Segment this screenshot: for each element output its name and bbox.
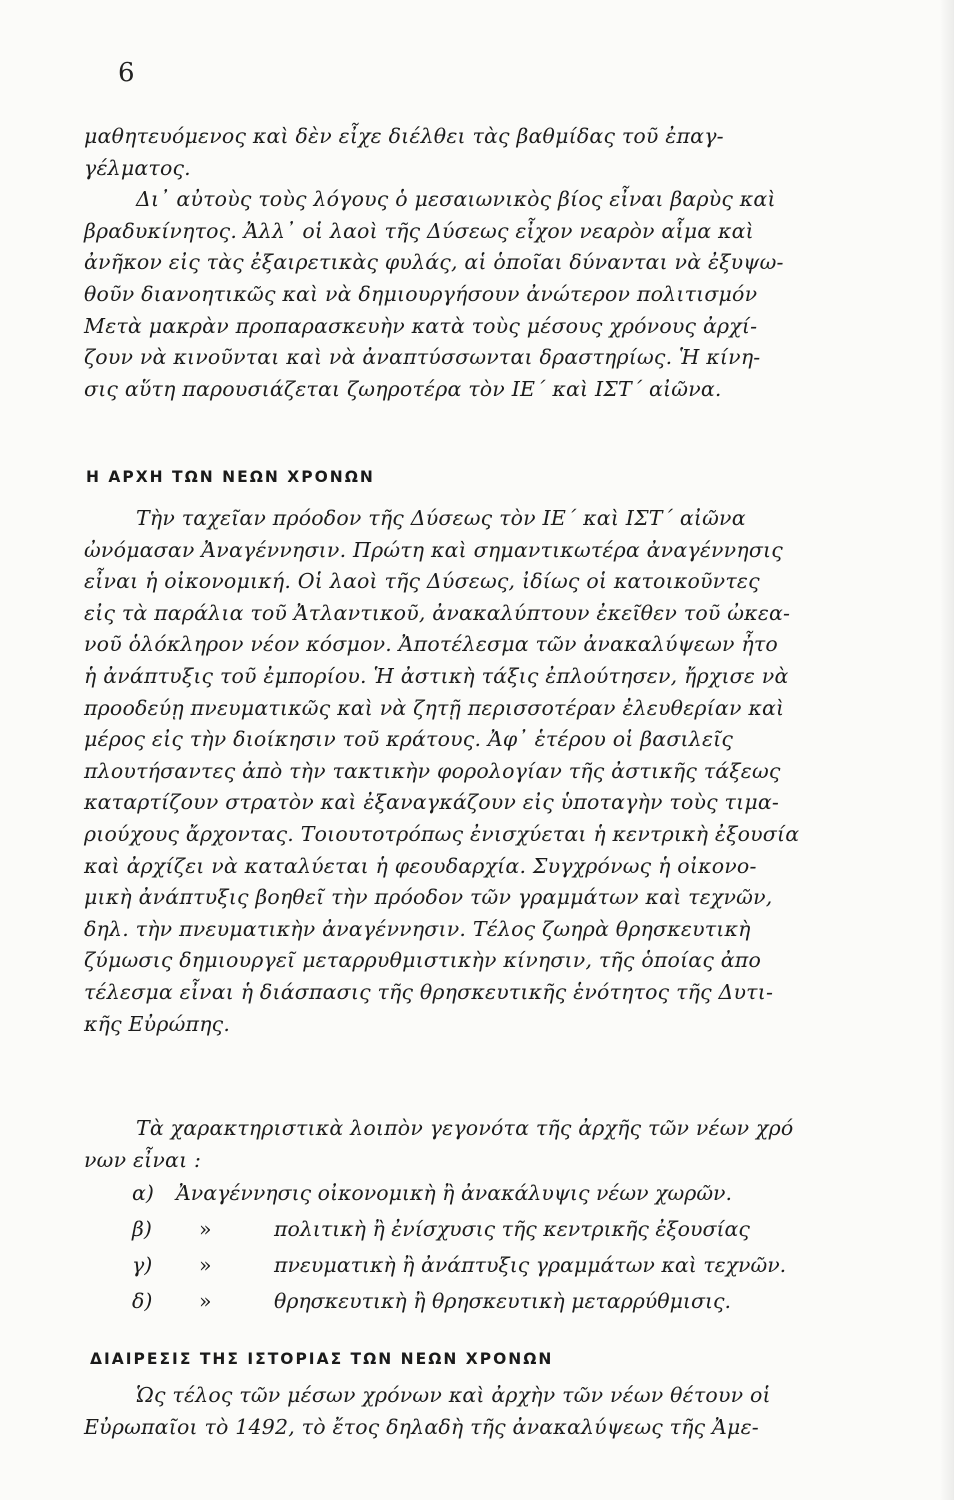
- ditto-mark: »: [199, 1289, 212, 1313]
- list-item: [84, 1181, 884, 1217]
- text-line: πλουτήσαντες ἀπὸ τὴν τακτικὴν φορολογίαν τῆς ἀστικῆς τάξεως: [84, 758, 781, 783]
- page-number: 6: [118, 58, 135, 88]
- list-text: πνευματικὴ ἢ ἀνάπτυξις γραμμάτων καὶ τεχνῶν.: [274, 1253, 787, 1277]
- text-line: ὠνόμασαν Ἀναγέννησιν. Πρώτη καὶ σημαντικωτέρα ἀναγέννησις: [84, 537, 783, 562]
- text-line: Εὐρωπαῖοι τὸ 1492, τὸ ἔτος δηλαδὴ τῆς ἀνακαλύψεως τῆς Ἀμε-: [84, 1414, 759, 1439]
- text-line: προοδεύῃ πνευματικῶς καὶ νὰ ζητῇ περισσοτέραν ἐλευθερίαν καὶ: [84, 695, 785, 720]
- text-line: καὶ ἀρχίζει νὰ καταλύεται ἡ φεουδαρχία. Συγχρόνως ἡ οἰκονο-: [84, 853, 757, 878]
- text-line: κῆς Εὐρώπης.: [84, 1011, 231, 1036]
- list-item: [84, 1289, 884, 1325]
- list-marker: α): [132, 1181, 154, 1205]
- text-line: ζύμωσις δημιουργεῖ μεταρρυθμιστικὴν κίνησιν, τῆς ὁποίας ἀπο: [84, 948, 762, 973]
- page-edge-shadow: [940, 0, 954, 1500]
- text-line: γέλματος.: [84, 155, 191, 180]
- text-line: δηλ. τὴν πνευματικὴν ἀναγέννησιν. Τέλος ζωηρὰ θρησκευτικὴ: [84, 916, 751, 941]
- list-marker: δ): [132, 1289, 153, 1313]
- text-line: ριούχους ἄρχοντας. Τοιουτοτρόπως ἐνισχύεται ἡ κεντρικὴ ἐξουσία: [84, 821, 800, 846]
- text-line: σις αὕτη παρουσιάζεται ζωηροτέρα τὸν ΙΕ΄ καὶ ΙΣΤ΄ αἰῶνα.: [84, 376, 722, 401]
- text-line: Μετὰ μακρὰν προπαρασκευὴν κατὰ τοὺς μέσους χρόνους ἀρχί-: [84, 313, 758, 338]
- characteristics-list: [84, 1181, 884, 1325]
- paragraph-3: [84, 1113, 884, 1176]
- text-line: νων εἶναι :: [84, 1147, 202, 1172]
- list-item: [84, 1253, 884, 1289]
- text-line: εἶναι ἡ οἰκονομική. Οἱ λαοὶ τῆς Δύσεως, ἰδίως οἱ κατοικοῦντες: [84, 569, 760, 594]
- text-line: Ὡς τέλος τῶν μέσων χρόνων καὶ ἀρχὴν τῶν νέων θέτουν οἱ: [136, 1383, 771, 1407]
- text-line: καταρτίζουν στρατὸν καὶ ἐξαναγκάζουν εἰς ὑποταγὴν τοὺς τιμα-: [84, 790, 780, 815]
- text-line: εἰς τὰ παράλια τοῦ Ἀτλαντικοῦ, ἀνακαλύπτουν ἐκεῖθεν τοῦ ὠκεα-: [84, 600, 791, 625]
- text-line: τέλεσμα εἶναι ἡ διάσπασις τῆς θρησκευτικῆς ἑνότητος τῆς Δυτι-: [84, 979, 774, 1004]
- text-line: Δι᾿ αὐτοὺς τοὺς λόγους ὁ μεσαιωνικὸς βίος εἶναι βαρὺς καὶ: [136, 187, 776, 212]
- list-text: θρησκευτικὴ ἢ θρησκευτικὴ μεταρρύθμισις.: [274, 1289, 731, 1313]
- text-line: Τὰ χαρακτηριστικὰ λοιπὸν γεγονότα τῆς ἀρχῆς τῶν νέων χρό: [136, 1116, 794, 1140]
- text-line: θοῦν διανοητικῶς καὶ νὰ δημιουργήσουν ἀνώτερον πολιτισμόν: [84, 281, 758, 306]
- text-line: βραδυκίνητος. Ἀλλ᾿ οἱ λαοὶ τῆς Δύσεως εἶχον νεαρὸν αἷμα καὶ: [84, 218, 754, 243]
- text-line: μικὴ ἀνάπτυξις βοηθεῖ τὴν πρόοδον τῶν γραμμάτων καὶ τεχνῶν,: [84, 885, 773, 910]
- text-line: ἀνῆκον εἰς τὰς ἐξαιρετικὰς φυλάς, αἱ ὁποῖαι δύνανται νὰ ἐξυψω-: [84, 250, 784, 275]
- paragraph-2: [84, 503, 884, 1040]
- list-marker: γ): [132, 1253, 153, 1277]
- ditto-mark: »: [199, 1253, 212, 1277]
- text-line: Τὴν ταχεῖαν πρόοδον τῆς Δύσεως τὸν ΙΕ΄ καὶ ΙΣΤ΄ αἰῶνα: [136, 506, 746, 530]
- paragraph-1: [84, 121, 884, 405]
- section-heading-division-of-modern-history: ΔΙΑΙΡΕΣΙΣ ΤΗΣ ΙΣΤΟΡΙΑΣ ΤΩΝ ΝΕΩΝ ΧΡΟΝΩΝ: [90, 1350, 554, 1368]
- list-text: Ἀναγέννησις οἰκονομικὴ ἢ ἀνακάλυψις νέων χωρῶν.: [176, 1181, 733, 1205]
- section-heading-beginning-of-modern-times: Η ΑΡΧΗ ΤΩΝ ΝΕΩΝ ΧΡΟΝΩΝ: [86, 468, 375, 486]
- text-line: μέρος εἰς τὴν διοίκησιν τοῦ κράτους. Ἀφ᾿ ἑτέρου οἱ βασιλεῖς: [84, 727, 734, 752]
- text-line: ἡ ἀνάπτυξις τοῦ ἐμπορίου. Ἡ ἀστικὴ τάξις ἐπλούτησεν, ἤρχισε νὰ: [84, 663, 789, 688]
- text-line: μαθητευόμενος καὶ δὲν εἶχε διέλθει τὰς βαθμίδας τοῦ ἐπαγ-: [84, 124, 724, 148]
- ditto-mark: »: [199, 1217, 212, 1241]
- text-line: νοῦ ὁλόκληρον νέον κόσμον. Ἀποτέλεσμα τῶν ἀνακαλύψεων ἦτο: [84, 632, 778, 657]
- paragraph-4: [84, 1380, 884, 1443]
- list-marker: β): [132, 1217, 152, 1241]
- list-item: [84, 1217, 884, 1253]
- text-line: ζουν νὰ κινοῦνται καὶ νὰ ἀναπτύσσωνται δραστηρίως. Ἡ κίνη-: [84, 345, 761, 370]
- list-text: πολιτικὴ ἢ ἐνίσχυσις τῆς κεντρικῆς ἐξουσίας: [274, 1217, 750, 1241]
